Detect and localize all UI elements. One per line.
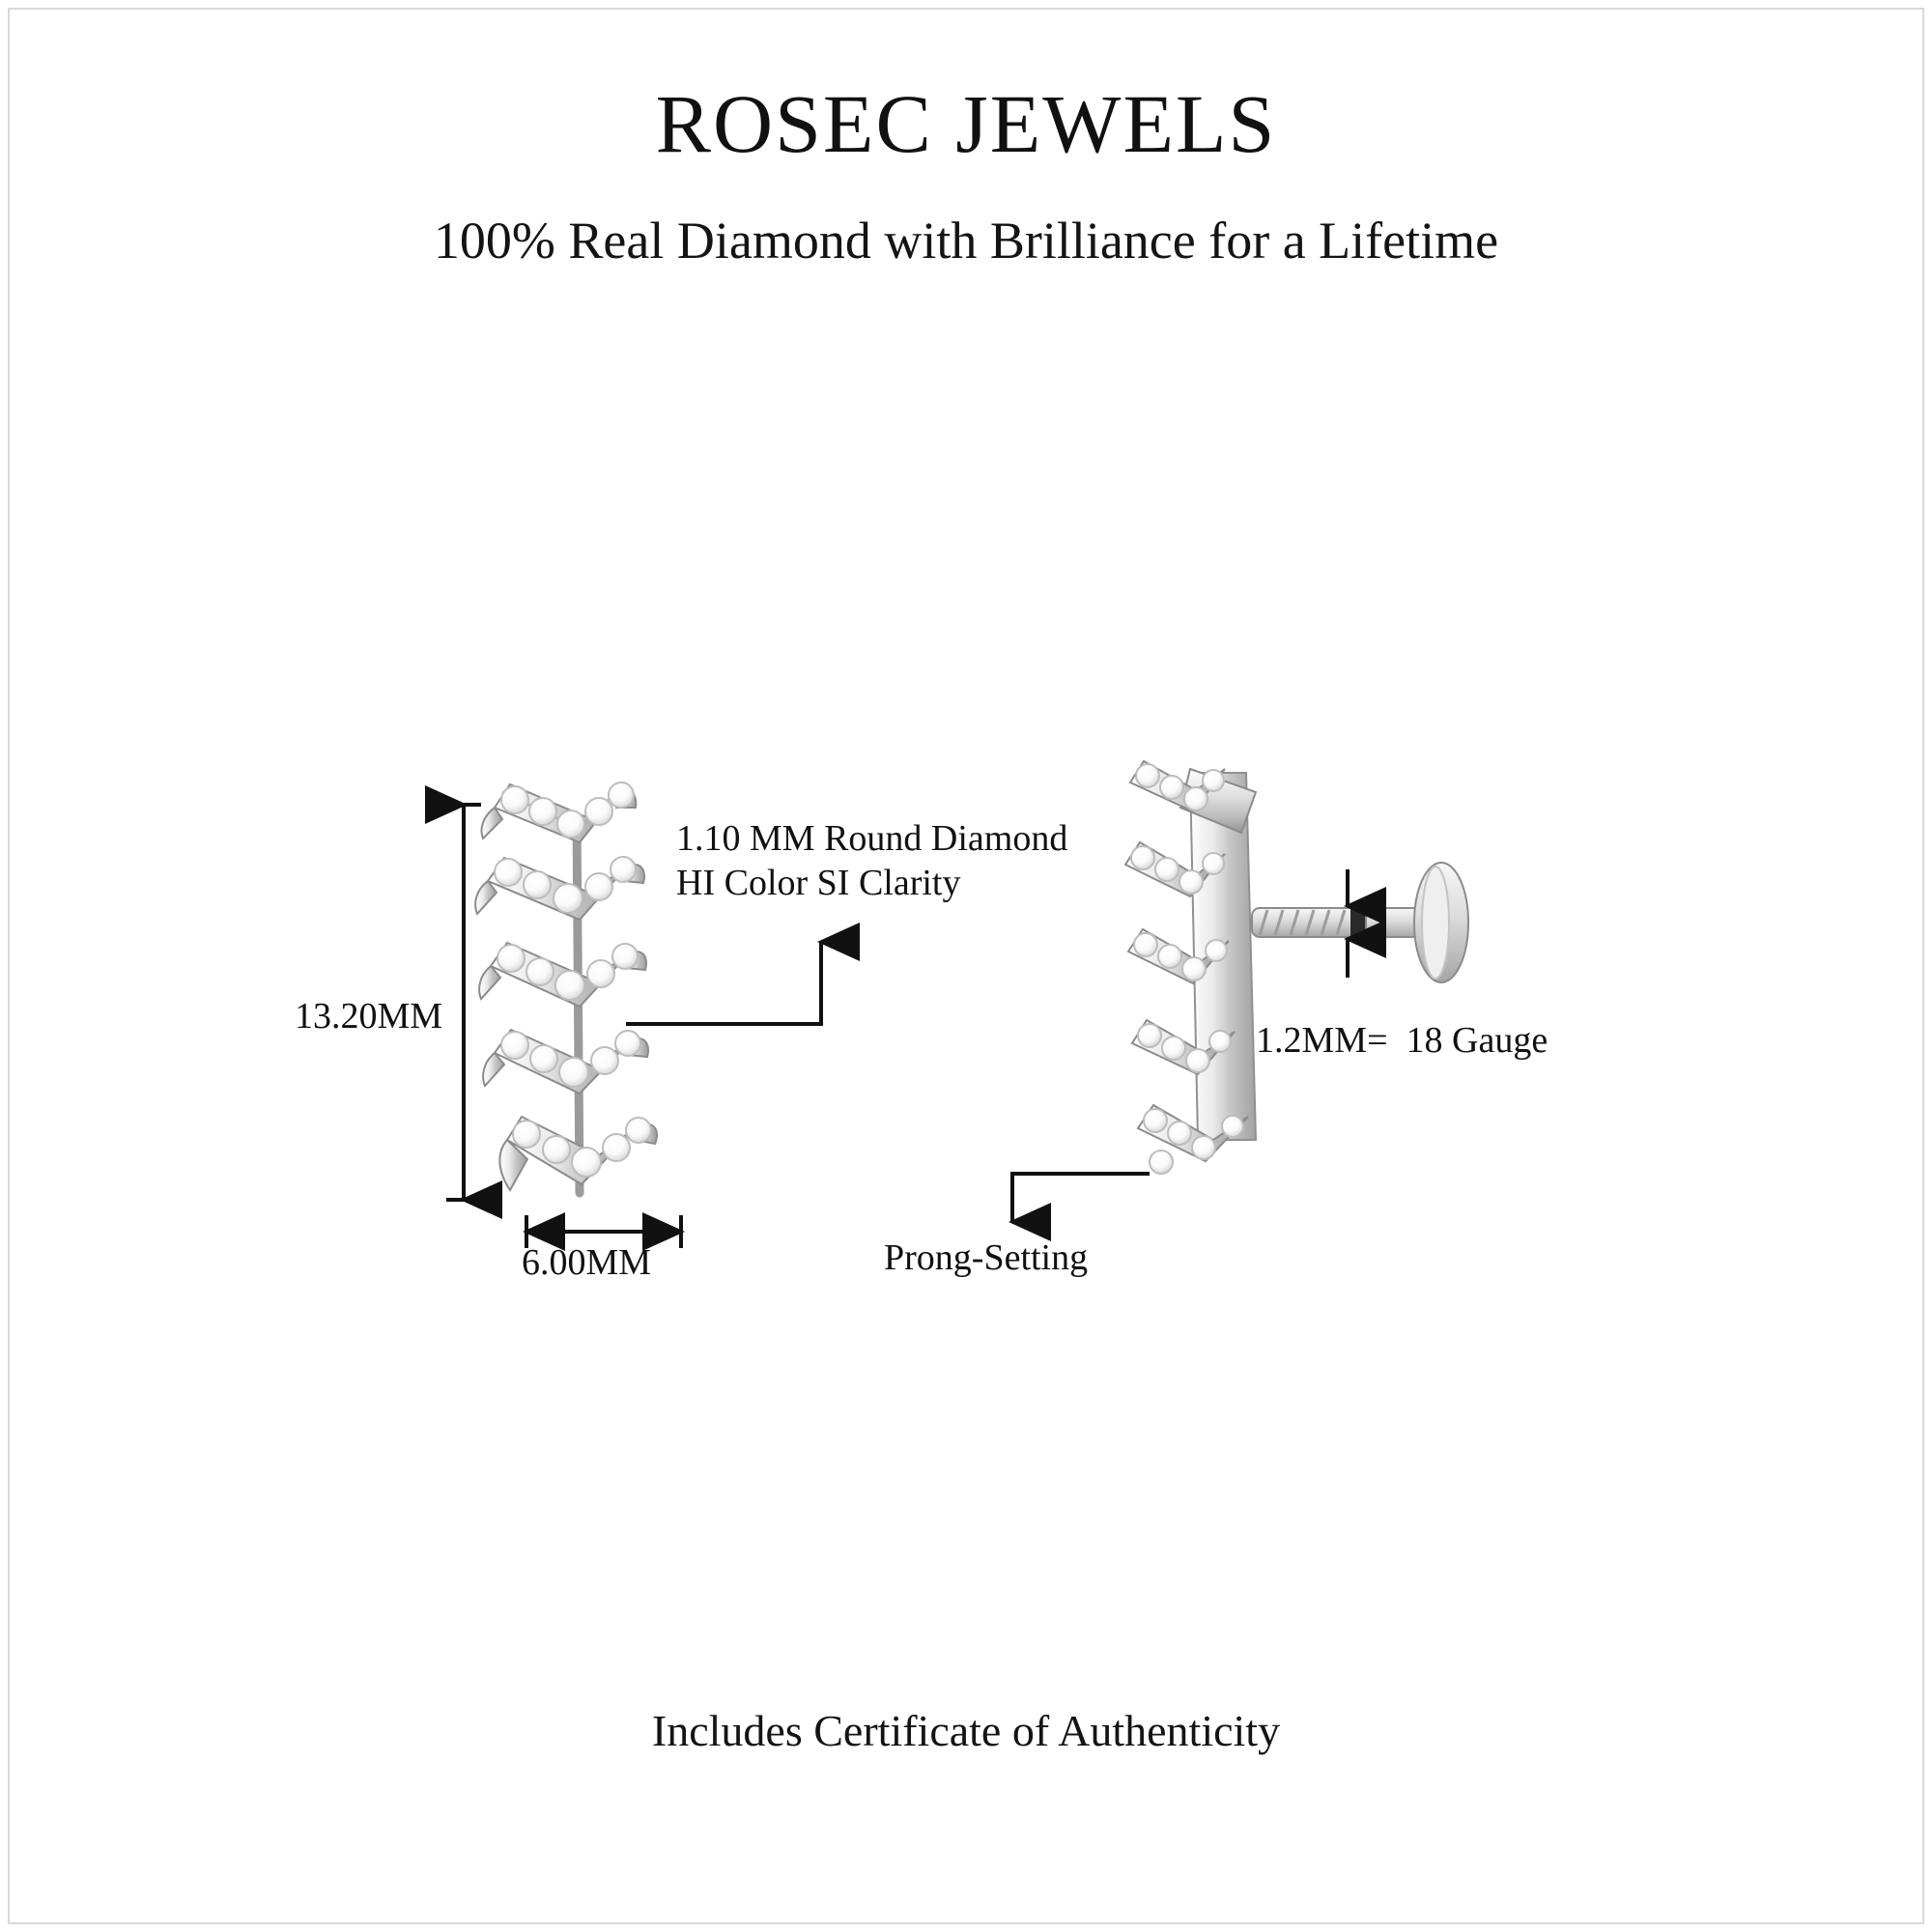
brand-tagline: 100% Real Diamond with Brilliance for a Lifetime — [433, 212, 1499, 270]
gauge-label: 1.2MM= 18 Gauge — [1256, 1020, 1548, 1061]
certificate-note: Includes Certificate of Authenticity — [651, 1706, 1281, 1755]
height-dimension — [446, 805, 481, 1200]
chevron-row-2 — [475, 857, 644, 920]
brand-title: ROSEC JEWELS — [655, 77, 1277, 170]
chevron-row-1 — [482, 763, 637, 842]
side-view-earring — [1125, 761, 1468, 1174]
chevron-row-3 — [479, 943, 646, 1007]
labret-post — [1252, 863, 1468, 982]
width-dimension-label: 6.00MM — [522, 1242, 652, 1283]
diamond-spec-label — [676, 816, 1067, 905]
height-dimension-label: 13.20MM — [295, 996, 443, 1037]
chevron-row-4 — [483, 1030, 648, 1094]
prong-callout-leader — [1012, 1174, 1150, 1222]
diamond-spec-line1: 1.10 MM Round Diamond — [676, 818, 1068, 859]
diamond-spec-line2: HI Color SI Clarity — [676, 863, 961, 903]
setting-label: Prong-Setting — [884, 1237, 1089, 1278]
front-view-earring — [475, 763, 657, 1193]
diamond-callout-leader — [626, 942, 821, 1024]
